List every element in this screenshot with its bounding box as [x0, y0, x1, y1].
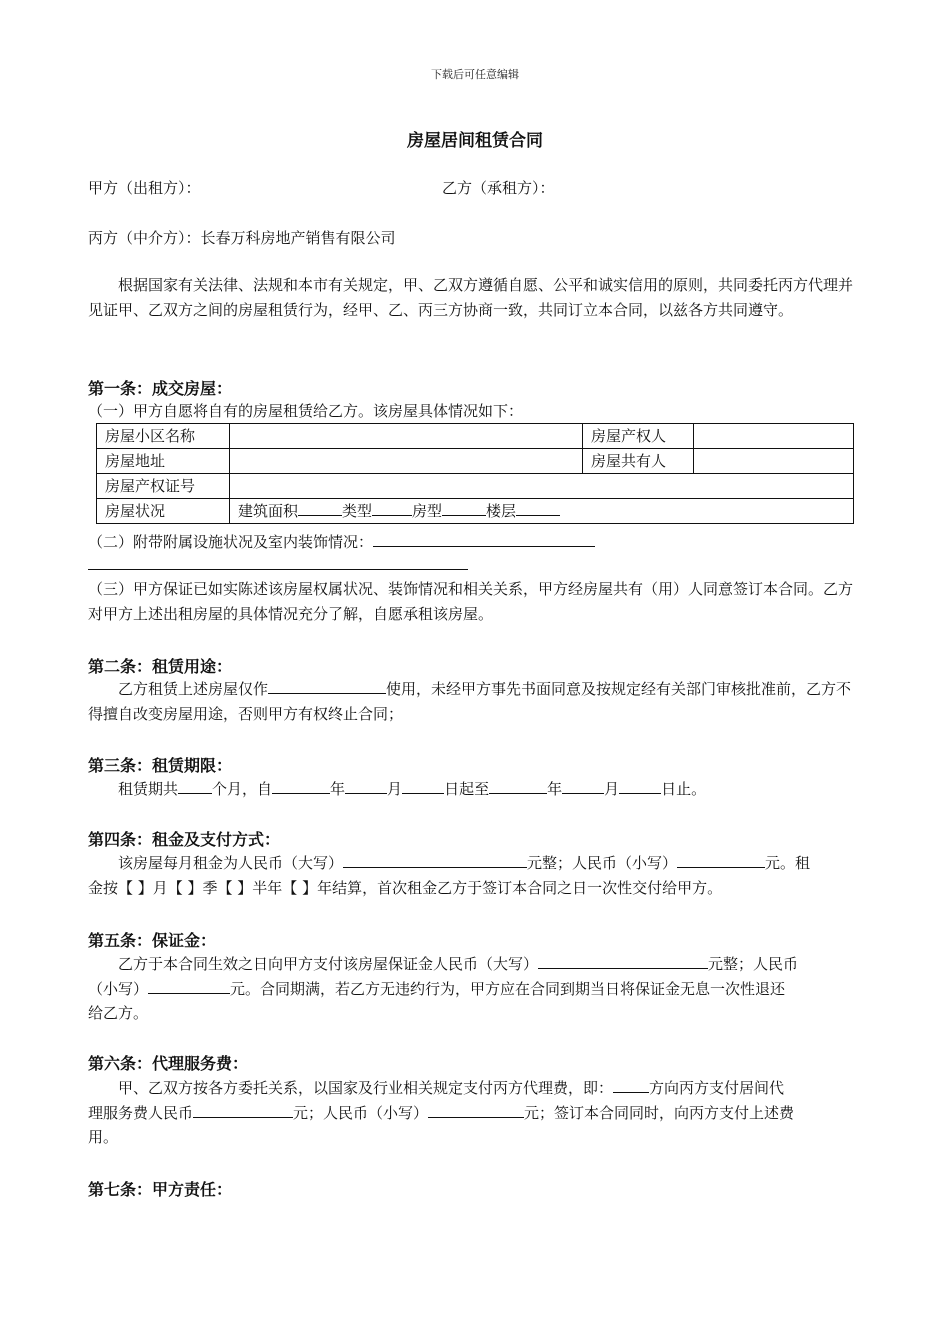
- table-cell-label: 房屋产权人: [583, 424, 694, 449]
- facilities-blank[interactable]: [373, 531, 595, 547]
- table-cell-value: [230, 424, 583, 449]
- layout-blank[interactable]: [442, 500, 486, 516]
- deposit-figures-blank[interactable]: [148, 978, 230, 994]
- end-year-blank[interactable]: [489, 778, 547, 794]
- article6-heading: 第六条：代理服务费：: [88, 1054, 249, 1073]
- header-note: 下载后可任意编辑: [431, 68, 519, 81]
- document-title: 房屋居间租赁合同: [407, 131, 543, 151]
- article5-t3: （小写）: [88, 980, 149, 998]
- rent-figures-blank[interactable]: [677, 852, 765, 868]
- article2-text: [88, 677, 864, 727]
- article6-line1: [118, 1077, 784, 1098]
- rent-words-blank[interactable]: [343, 852, 527, 868]
- table-cell-value: [694, 449, 854, 474]
- article4-line1: [118, 852, 810, 873]
- area-label: 建筑面积: [238, 502, 299, 520]
- table-cell-label: 房屋小区名称: [97, 424, 230, 449]
- table-row: [97, 474, 854, 499]
- article5-t4: 元。合同期满，若乙方无违约行为，甲方应在合同到期当日将保证金无息一次性退还: [230, 980, 786, 998]
- fee-words-blank[interactable]: [193, 1102, 293, 1118]
- start-day-blank[interactable]: [402, 778, 444, 794]
- end-month-blank[interactable]: [562, 778, 604, 794]
- article6-line2: [88, 1102, 794, 1123]
- fee-figures-blank[interactable]: [428, 1102, 524, 1118]
- article4-heading: 第四条：租金及支付方式：: [88, 830, 281, 849]
- article1-item1: （一）甲方自愿将自有的房屋租赁给乙方。该房屋具体情况如下：: [88, 402, 524, 420]
- article1-item2-text: （二）附带附属设施状况及室内装饰情况：: [88, 533, 374, 551]
- article1-item3: （三）甲方保证已如实陈述该房屋权属状况、装饰情况和相关关系，甲方经房屋共有（用）人同意签订本合同。乙方对甲方上述出租房屋的具体情况充分了解，自愿承租该房屋。: [88, 580, 854, 623]
- type-label: 类型: [342, 502, 373, 520]
- article4-line2: 金按【 】月【 】季【 】半年【 】年结算，首次租金乙方于签订本合同之日一次性交付给甲方。: [88, 879, 723, 897]
- article3-month2: 月: [604, 780, 620, 798]
- article3-t3: 日起至: [444, 780, 490, 798]
- article3-t2: 个月，自: [212, 780, 273, 798]
- article2-t2: 使用，未经甲方事先书面同意及按规定经有关部门审核批准前，乙方不得擅自改变房屋用途，否则甲方有权终止合同；: [88, 680, 852, 723]
- end-day-blank[interactable]: [619, 778, 661, 794]
- party-c: 丙方（中介方）：长春万科房地产销售有限公司: [88, 229, 396, 247]
- table-row: [97, 449, 854, 474]
- payer-blank[interactable]: [613, 1077, 649, 1093]
- article2-t1: 乙方租赁上述房屋仅作: [118, 680, 269, 698]
- facilities-continuation-line[interactable]: [88, 569, 468, 570]
- article3-t4: 日止。: [661, 780, 707, 798]
- article6-t5: 元；签订本合同同时，向丙方支付上述费: [524, 1104, 795, 1122]
- usage-blank[interactable]: [268, 678, 386, 694]
- type-blank[interactable]: [372, 500, 412, 516]
- table-cell-value: [230, 474, 854, 499]
- article5-line1: [118, 953, 798, 974]
- table-cell-label: 房屋共有人: [583, 449, 694, 474]
- article3-month1: 月: [387, 780, 403, 798]
- article3-t1: 租赁期共: [118, 780, 179, 798]
- article2-heading: 第二条：租赁用途：: [88, 657, 233, 676]
- article5-t1: 乙方于本合同生效之日向甲方支付该房屋保证金人民币（大写）: [118, 955, 539, 973]
- area-blank[interactable]: [298, 500, 342, 516]
- start-year-blank[interactable]: [272, 778, 330, 794]
- party-a: 甲方（出租方）：: [88, 179, 201, 197]
- article3-text: [118, 778, 706, 799]
- article1-item2: [88, 531, 595, 552]
- start-month-blank[interactable]: [345, 778, 387, 794]
- table-cell-label: 房屋地址: [97, 449, 230, 474]
- article6-line3: 用。: [88, 1128, 119, 1146]
- article3-heading: 第三条：租赁期限：: [88, 756, 233, 775]
- article3-year2: 年: [547, 780, 563, 798]
- intro-paragraph: 根据国家有关法律、法规和本市有关规定，甲、乙双方遵循自愿、公平和诚实信用的原则，共同委托丙方代理并见证甲、乙双方之间的房屋租赁行为，经甲、乙、丙三方协商一致，共同订立本合同，以兹各方共同遵守。: [88, 276, 854, 319]
- layout-label: 房型: [412, 502, 443, 520]
- article5-heading: 第五条：保证金：: [88, 931, 217, 950]
- article3-year1: 年: [330, 780, 346, 798]
- article5-line2: [88, 978, 785, 999]
- table-cell-value: [694, 424, 854, 449]
- article6-t3: 理服务费人民币: [88, 1104, 194, 1122]
- article5-line3: 给乙方。: [88, 1004, 149, 1022]
- table-row: [97, 499, 854, 524]
- article4-t2: 元整；人民币（小写）: [527, 854, 678, 872]
- table-cell-value: [230, 449, 583, 474]
- article7-heading: 第七条：甲方责任：: [88, 1180, 233, 1199]
- article6-t4: 元；人民币（小写）: [293, 1104, 429, 1122]
- article5-t2: 元整；人民币: [708, 955, 799, 973]
- article1-heading: 第一条：成交房屋：: [88, 379, 233, 398]
- floor-label: 楼层: [486, 502, 517, 520]
- article4-t3: 元。租: [765, 854, 811, 872]
- table-cell-label: 房屋状况: [97, 499, 230, 524]
- property-status-cell: [230, 499, 854, 524]
- table-cell-label: 房屋产权证号: [97, 474, 230, 499]
- article4-t1: 该房屋每月租金为人民币（大写）: [118, 854, 344, 872]
- article6-t1: 甲、乙双方按各方委托关系，以国家及行业相关规定支付丙方代理费，即：: [118, 1079, 614, 1097]
- floor-blank[interactable]: [516, 500, 560, 516]
- table-row: [97, 424, 854, 449]
- deposit-words-blank[interactable]: [538, 953, 708, 969]
- term-months-blank[interactable]: [178, 778, 212, 794]
- party-b: 乙方（承租方）：: [442, 179, 555, 197]
- property-table: [96, 423, 854, 524]
- article6-t2: 方向丙方支付居间代: [649, 1079, 785, 1097]
